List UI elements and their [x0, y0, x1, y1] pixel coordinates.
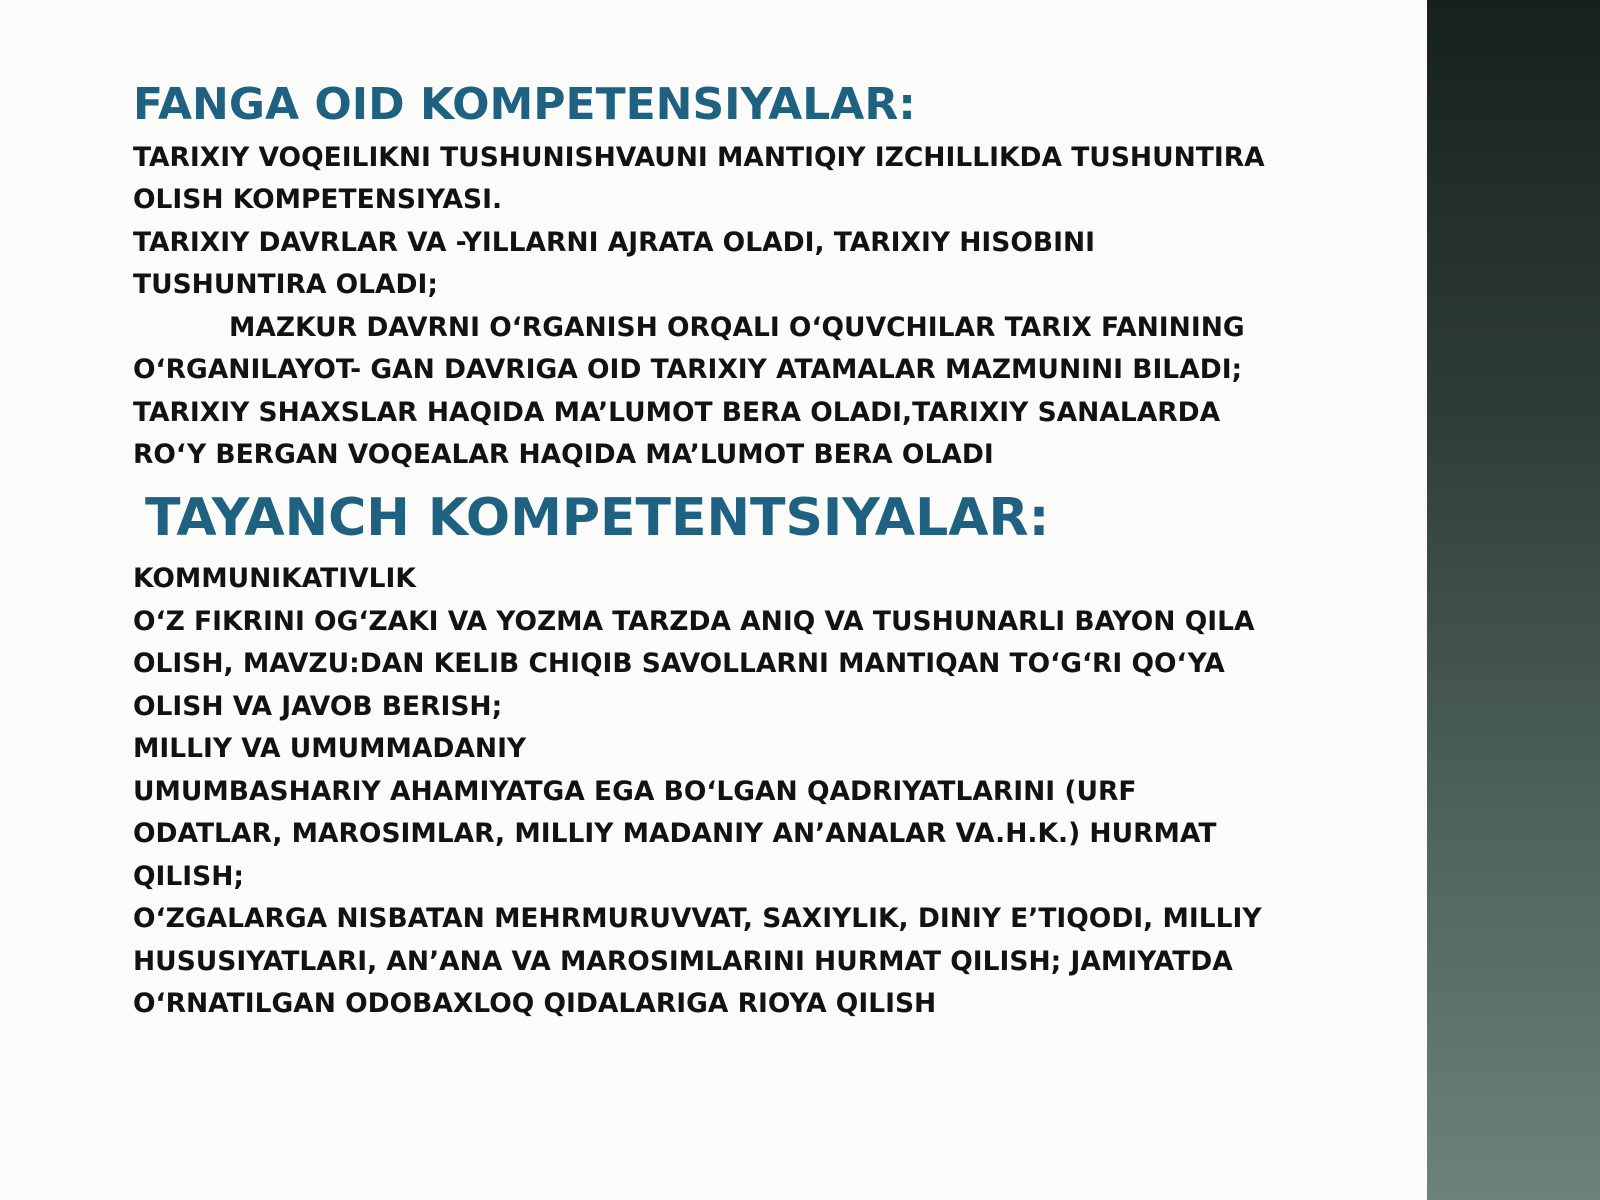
- body-line: O‘RGANILAYOT- GAN DAVRIGA OID TARIXIY ATAMALAR MAZMUNINI BILADI;: [133, 354, 1243, 386]
- body-line: MILLIY VA UMUMMADANIY: [133, 733, 527, 765]
- body-line: O‘Z FIKRINI OG‘ZAKI VA YOZMA TARZDA ANIQ VA TUSHUNARLI BAYON QILA: [133, 605, 1255, 637]
- body-line: QILISH;: [133, 860, 244, 892]
- body-line: O‘RNATILGAN ODOBAXLOQ QIDALARIGA RIOYA QILISH: [133, 988, 937, 1020]
- body-line-indented: MAZKUR DAVRNI O‘RGANISH ORQALI O‘QUVCHILAR TARIX FANINING: [229, 311, 1245, 343]
- decorative-side-bar: [1427, 0, 1600, 1200]
- body-line: TUSHUNTIRA OLADI;: [133, 269, 439, 301]
- body-line: TARIXIY VOQEILIKNI TUSHUNISHVAUNI MANTIQIY IZCHILLIKDA TUSHUNTIRA: [133, 141, 1265, 173]
- body-line: OLISH VA JAVOB BERISH;: [133, 690, 503, 722]
- body-line: O‘ZGALARGA NISBATAN MEHRMURUVVAT, SAXIYLIK, DINIY E’TIQODI, MILLIY: [133, 903, 1262, 935]
- body-line: TARIXIY SHAXSLAR HAQIDA MA’LUMOT BERA OLADI,TARIXIY SANALARDA: [133, 396, 1221, 428]
- heading-tayanch-kompetentsiyalar: TAYANCH KOMPETENTSIYALAR:: [145, 487, 1050, 548]
- body-line: TARIXIY DAVRLAR VA -YILLARNI AJRATA OLADI, TARIXIY HISOBINI: [133, 226, 1095, 258]
- body-line: HUSUSIYATLARI, AN’ANA VA MAROSIMLARINI HURMAT QILISH; JAMIYATDA: [133, 945, 1233, 977]
- body-line: UMUMBASHARIY AHAMIYATGA EGA BO‘LGAN QADRIYATLARINI (URF: [133, 775, 1137, 807]
- body-line: OLISH, MAVZU:DAN KELIB CHIQIB SAVOLLARNI MANTIQAN TO‘G‘RI QO‘YA: [133, 648, 1225, 680]
- body-line: KOMMUNIKATIVLIK: [133, 563, 416, 595]
- body-line: RO‘Y BERGAN VOQEALAR HAQIDA MA’LUMOT BERA OLADI: [133, 439, 994, 471]
- body-line: OLISH KOMPETENSIYASI.: [133, 184, 503, 216]
- slide-content: [133, 80, 1373, 1026]
- body-line: ODATLAR, MAROSIMLAR, MILLIY MADANIY AN’ANALAR VA.H.K.) HURMAT: [133, 818, 1217, 850]
- heading-fanga-oid-kompetensiyalar: FANGA OID KOMPETENSIYALAR:: [133, 79, 916, 130]
